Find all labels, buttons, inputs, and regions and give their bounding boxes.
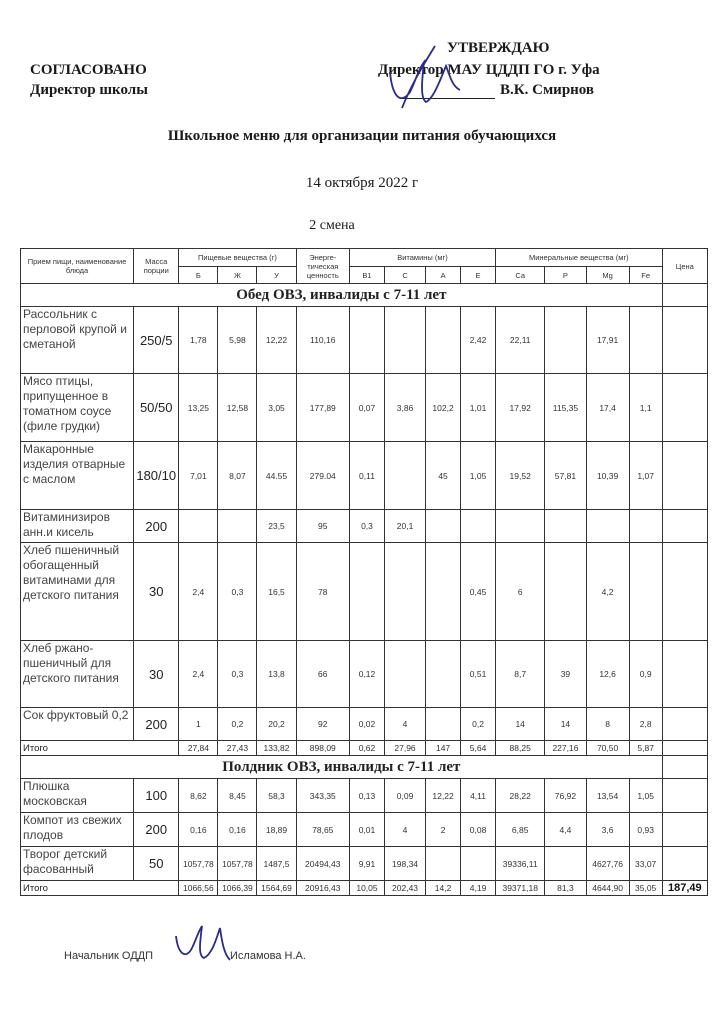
value-cell: [586, 510, 629, 543]
value-cell: 0,16: [218, 813, 257, 847]
total-value: 898,09: [296, 741, 349, 756]
value-cell: 0,13: [350, 779, 385, 813]
total-value: 227,16: [545, 741, 586, 756]
value-cell: 0,45: [461, 543, 496, 641]
dish-name: Мясо птицы, припущенное в томатном соусе (филе грудки): [21, 374, 134, 442]
value-cell: [461, 847, 496, 881]
section-title-row: [21, 284, 708, 307]
value-cell: 0,01: [350, 813, 385, 847]
col-price-header: Цена: [662, 249, 707, 284]
value-cell: 45: [426, 442, 461, 510]
price-cell: [662, 847, 707, 881]
value-cell: 4,11: [461, 779, 496, 813]
value-cell: 0,16: [179, 813, 218, 847]
value-cell: 17,91: [586, 307, 629, 374]
dish-name: Компот из свежих плодов: [21, 813, 134, 847]
col-mg: Mg: [586, 267, 629, 284]
total-label: Итого: [21, 881, 179, 896]
value-cell: 8,45: [218, 779, 257, 813]
dish-name: Творог детский фасованный: [21, 847, 134, 881]
col-c: С: [384, 267, 425, 284]
approve-label: УТВЕРЖДАЮ: [447, 40, 550, 56]
value-cell: 19,52: [496, 442, 545, 510]
value-cell: 20,2: [257, 708, 296, 741]
value-cell: 2,4: [179, 641, 218, 708]
value-cell: [426, 708, 461, 741]
price-cell: [662, 708, 707, 741]
menu-table: [20, 248, 708, 896]
dish-name: Хлеб пшеничный обогащенный витаминами для детского питания: [21, 543, 134, 641]
value-cell: 12,22: [426, 779, 461, 813]
total-value: 1066,56: [179, 881, 218, 896]
value-cell: 0,2: [218, 708, 257, 741]
total-price: [662, 741, 707, 756]
price-cell: [662, 756, 707, 779]
price-cell: [662, 510, 707, 543]
value-cell: 28,22: [496, 779, 545, 813]
total-value: 27,43: [218, 741, 257, 756]
value-cell: 20494,43: [296, 847, 349, 881]
value-cell: 3,6: [586, 813, 629, 847]
col-dish-header: Прием пищи, наименование блюда: [21, 249, 134, 284]
col-a: А: [426, 267, 461, 284]
price-cell: [662, 779, 707, 813]
table-row: [21, 779, 708, 813]
value-cell: 1487,5: [257, 847, 296, 881]
value-cell: 16,5: [257, 543, 296, 641]
value-cell: 4,2: [586, 543, 629, 641]
col-vitamins-header: Витамины (мг): [350, 249, 496, 267]
price-cell: [662, 641, 707, 708]
value-cell: [426, 641, 461, 708]
value-cell: [179, 510, 218, 543]
value-cell: 4: [384, 708, 425, 741]
value-cell: 4627,76: [586, 847, 629, 881]
value-cell: [426, 307, 461, 374]
dish-mass: 30: [134, 641, 179, 708]
table-row: [21, 510, 708, 543]
dish-name: Хлеб ржано-пшеничный для детского питания: [21, 641, 134, 708]
value-cell: 0,07: [350, 374, 385, 442]
value-cell: 10,39: [586, 442, 629, 510]
value-cell: 0,3: [218, 543, 257, 641]
col-p: Р: [545, 267, 586, 284]
total-row: [21, 741, 708, 756]
dish-name: Плюшка московская: [21, 779, 134, 813]
total-value: 1564,69: [257, 881, 296, 896]
value-cell: 0,93: [629, 813, 662, 847]
value-cell: 0,3: [218, 641, 257, 708]
value-cell: 17,4: [586, 374, 629, 442]
value-cell: 3,05: [257, 374, 296, 442]
dish-mass: 250/5: [134, 307, 179, 374]
value-cell: [384, 641, 425, 708]
total-value: 0,62: [350, 741, 385, 756]
total-value: 35,05: [629, 881, 662, 896]
value-cell: 5,98: [218, 307, 257, 374]
table-row: [21, 442, 708, 510]
section-title: Обед ОВЗ, инвалиды с 7-11 лет: [21, 284, 663, 307]
value-cell: [218, 510, 257, 543]
value-cell: 14: [545, 708, 586, 741]
value-cell: 76,92: [545, 779, 586, 813]
value-cell: 110,16: [296, 307, 349, 374]
value-cell: 44.55: [257, 442, 296, 510]
value-cell: [426, 543, 461, 641]
total-price: 187,49: [662, 881, 707, 896]
total-value: 39371,18: [496, 881, 545, 896]
value-cell: 66: [296, 641, 349, 708]
table-row: [21, 847, 708, 881]
value-cell: [629, 307, 662, 374]
value-cell: 3,86: [384, 374, 425, 442]
value-cell: [426, 510, 461, 543]
value-cell: [496, 510, 545, 543]
total-value: 4,19: [461, 881, 496, 896]
value-cell: 39336,11: [496, 847, 545, 881]
total-value: 27,96: [384, 741, 425, 756]
value-cell: 17,92: [496, 374, 545, 442]
value-cell: 22,11: [496, 307, 545, 374]
value-cell: 23,5: [257, 510, 296, 543]
dish-name: Витаминизиров анн.и кисель: [21, 510, 134, 543]
value-cell: 2,4: [179, 543, 218, 641]
value-cell: [384, 307, 425, 374]
price-cell: [662, 284, 707, 307]
section-title: Полдник ОВЗ, инвалиды с 7-11 лет: [21, 756, 663, 779]
value-cell: 20,1: [384, 510, 425, 543]
col-b: Б: [179, 267, 218, 284]
value-cell: 13,8: [257, 641, 296, 708]
value-cell: 8: [586, 708, 629, 741]
agreed-label: СОГЛАСОВАНО: [30, 62, 147, 78]
dish-mass: 200: [134, 813, 179, 847]
table-row: [21, 543, 708, 641]
value-cell: 78,65: [296, 813, 349, 847]
director-title: Директор МАУ ЦДДП ГО г. Уфа: [378, 62, 600, 78]
dish-mass: 30: [134, 543, 179, 641]
value-cell: 2,42: [461, 307, 496, 374]
value-cell: 2: [426, 813, 461, 847]
value-cell: [426, 847, 461, 881]
value-cell: [350, 307, 385, 374]
value-cell: [384, 543, 425, 641]
total-value: 88,25: [496, 741, 545, 756]
value-cell: 12,6: [586, 641, 629, 708]
dish-mass: 180/10: [134, 442, 179, 510]
total-label: Итого: [21, 741, 179, 756]
value-cell: 8,07: [218, 442, 257, 510]
dish-mass: 50/50: [134, 374, 179, 442]
value-cell: 0,9: [629, 641, 662, 708]
value-cell: 6: [496, 543, 545, 641]
footer-name: Исламова Н.А.: [230, 950, 306, 962]
value-cell: 13,54: [586, 779, 629, 813]
price-cell: [662, 374, 707, 442]
table-row: [21, 641, 708, 708]
value-cell: 6,85: [496, 813, 545, 847]
col-mass-header: Масса порции: [134, 249, 179, 284]
total-value: 10,05: [350, 881, 385, 896]
total-value: 27,84: [179, 741, 218, 756]
value-cell: 0,02: [350, 708, 385, 741]
dish-mass: 200: [134, 708, 179, 741]
menu-date: 14 октября 2022 г: [305, 175, 419, 191]
value-cell: 7,01: [179, 442, 218, 510]
value-cell: 115,35: [545, 374, 586, 442]
total-value: 20916,43: [296, 881, 349, 896]
value-cell: 0,51: [461, 641, 496, 708]
total-value: 70,50: [586, 741, 629, 756]
table-row: [21, 374, 708, 442]
value-cell: 8,62: [179, 779, 218, 813]
value-cell: 9,91: [350, 847, 385, 881]
table-row: [21, 307, 708, 374]
value-cell: 78: [296, 543, 349, 641]
value-cell: 198,34: [384, 847, 425, 881]
value-cell: 1,05: [461, 442, 496, 510]
value-cell: 1,1: [629, 374, 662, 442]
value-cell: [545, 543, 586, 641]
dish-mass: 200: [134, 510, 179, 543]
value-cell: 12,58: [218, 374, 257, 442]
dish-mass: 50: [134, 847, 179, 881]
director-name: В.К. Смирнов: [500, 82, 595, 98]
value-cell: 13,25: [179, 374, 218, 442]
total-value: 133,82: [257, 741, 296, 756]
value-cell: 1,01: [461, 374, 496, 442]
value-cell: 102,2: [426, 374, 461, 442]
price-cell: [662, 813, 707, 847]
total-value: 14,2: [426, 881, 461, 896]
director-signature: [380, 40, 470, 115]
total-row: [21, 881, 708, 896]
value-cell: 1057,78: [179, 847, 218, 881]
page-title: Школьное меню для организации питания обучающихся: [167, 128, 557, 144]
chief-signature: [168, 918, 238, 966]
value-cell: 0,3: [350, 510, 385, 543]
dish-mass: 100: [134, 779, 179, 813]
value-cell: 0,08: [461, 813, 496, 847]
value-cell: 12,22: [257, 307, 296, 374]
value-cell: 39: [545, 641, 586, 708]
value-cell: 4,4: [545, 813, 586, 847]
value-cell: 8,7: [496, 641, 545, 708]
value-cell: [384, 442, 425, 510]
value-cell: [629, 510, 662, 543]
value-cell: 279.04: [296, 442, 349, 510]
value-cell: 0,11: [350, 442, 385, 510]
shift-label: 2 смена: [309, 218, 355, 233]
value-cell: [629, 543, 662, 641]
value-cell: [350, 543, 385, 641]
value-cell: 95: [296, 510, 349, 543]
value-cell: 0,2: [461, 708, 496, 741]
value-cell: 4: [384, 813, 425, 847]
price-cell: [662, 307, 707, 374]
total-value: 1066,39: [218, 881, 257, 896]
value-cell: 14: [496, 708, 545, 741]
total-value: 5,64: [461, 741, 496, 756]
value-cell: 177,89: [296, 374, 349, 442]
value-cell: 58,3: [257, 779, 296, 813]
value-cell: 2,8: [629, 708, 662, 741]
value-cell: 1,78: [179, 307, 218, 374]
table-row: [21, 813, 708, 847]
total-value: 4644,90: [586, 881, 629, 896]
value-cell: [461, 510, 496, 543]
col-fe: Fe: [629, 267, 662, 284]
value-cell: 1,07: [629, 442, 662, 510]
col-u: У: [257, 267, 296, 284]
value-cell: 1: [179, 708, 218, 741]
value-cell: 1,05: [629, 779, 662, 813]
total-value: 5,87: [629, 741, 662, 756]
col-nutrients-header: Пищевые вещества (г): [179, 249, 296, 267]
value-cell: 0,09: [384, 779, 425, 813]
value-cell: 92: [296, 708, 349, 741]
value-cell: [545, 307, 586, 374]
price-cell: [662, 543, 707, 641]
value-cell: 343,35: [296, 779, 349, 813]
col-minerals-header: Минеральные вещества (мг): [496, 249, 663, 267]
col-zh: Ж: [218, 267, 257, 284]
value-cell: 33,07: [629, 847, 662, 881]
col-ca: Са: [496, 267, 545, 284]
dish-name: Макаронные изделия отварные с маслом: [21, 442, 134, 510]
total-value: 202,43: [384, 881, 425, 896]
total-value: 81,3: [545, 881, 586, 896]
dish-name: Сок фруктовый 0,2: [21, 708, 134, 741]
value-cell: 18,89: [257, 813, 296, 847]
value-cell: [545, 847, 586, 881]
table-row: [21, 708, 708, 741]
school-director-label: Директор школы: [30, 82, 148, 98]
col-b1: В1: [350, 267, 385, 284]
value-cell: [545, 510, 586, 543]
price-cell: [662, 442, 707, 510]
footer-position: Начальник ОДДП: [64, 950, 154, 962]
section-title-row: [21, 756, 708, 779]
value-cell: 57,81: [545, 442, 586, 510]
value-cell: 0,12: [350, 641, 385, 708]
dish-name: Рассольник с перловой крупой и сметаной: [21, 307, 134, 374]
col-e: Е: [461, 267, 496, 284]
total-value: 147: [426, 741, 461, 756]
col-energy-header: Энерге-тическая ценность: [296, 249, 349, 284]
value-cell: 1057,78: [218, 847, 257, 881]
